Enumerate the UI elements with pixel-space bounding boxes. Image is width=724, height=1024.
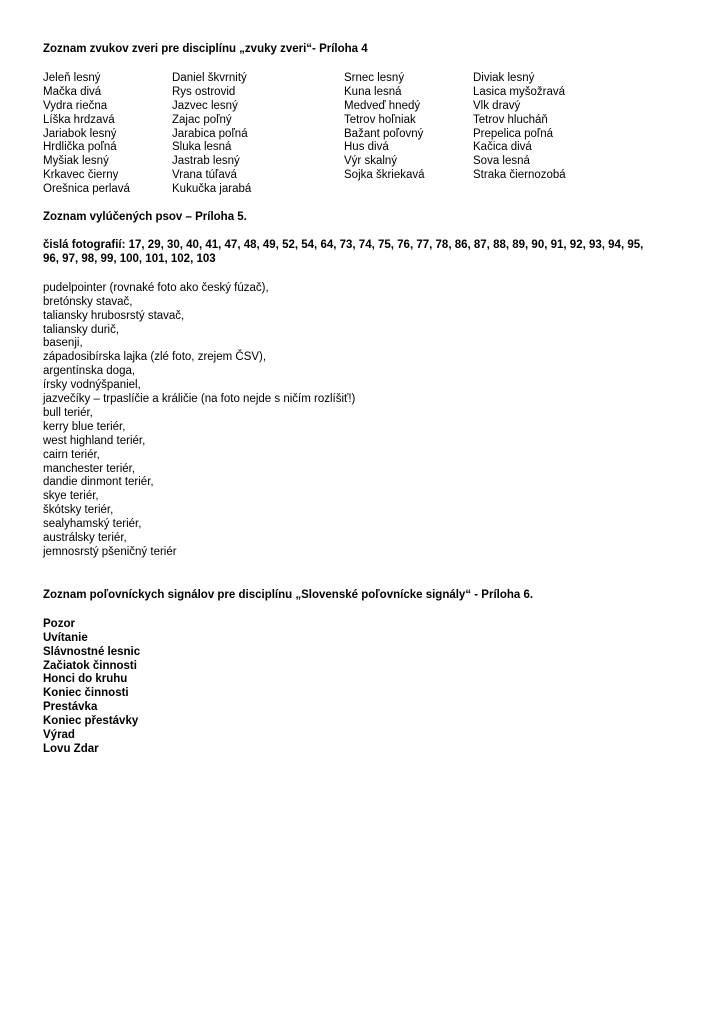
breed-item: pudelpointer (rovnaké foto ako český fúzač), (43, 281, 269, 294)
breed-item: západosibírska lajka (zlé foto, zrejem ČSV), (43, 351, 267, 364)
breed-item: austrálsky teriér, (43, 532, 127, 545)
animal-column-4 (473, 72, 653, 197)
animal-item: Diviak lesný (473, 71, 535, 84)
signal-item: Prestávka (43, 701, 98, 714)
animal-item: Straka čiernozobá (473, 169, 566, 182)
breed-item: argentínska doga, (43, 365, 136, 378)
signal-item: Pozor (43, 617, 75, 630)
photo-numbers (43, 239, 683, 267)
animal-item: Hrdlička poľná (43, 141, 117, 154)
breed-item: bull teriér, (43, 406, 93, 419)
hunting-signals-list (43, 618, 683, 757)
animal-item: Jarabica poľná (172, 127, 248, 140)
signal-item: Lovu Zdar (43, 742, 99, 755)
signal-item: Slávnostné lesnic (43, 645, 141, 658)
animal-item: Vrana túľavá (172, 169, 237, 182)
signal-item: Koniec přestávky (43, 715, 139, 728)
animal-item: Jastrab lesný (172, 155, 240, 168)
animal-item: Krkavec čierny (43, 169, 119, 182)
animal-item: Lasica myšožravá (473, 85, 566, 98)
breed-item: škótsky teriér, (43, 504, 114, 517)
signal-item: Začiatok činnosti (43, 659, 137, 672)
animal-item: Výr skalný (344, 155, 398, 168)
animal-item: Daniel škvrnitý (172, 71, 247, 84)
animal-item: Kuna lesná (344, 85, 402, 98)
animal-item: Sojka škriekavá (344, 169, 425, 182)
animal-column-2 (172, 72, 344, 197)
animal-item: Jazvec lesný (172, 99, 238, 112)
animal-item: Hus divá (344, 141, 389, 154)
signal-item: Uvítanie (43, 631, 88, 644)
animal-item: Zajac poľný (172, 113, 232, 126)
animal-item: Myšiak lesný (43, 155, 109, 168)
animal-item: Kukučka jarabá (172, 183, 252, 196)
breed-item: jemnosrstý pšeničný teriér (43, 546, 177, 558)
animal-item: Rys ostrovid (172, 85, 236, 98)
section-animal-sounds-title: Zoznam zvukov zveri pre disciplínu „zvuky zveri“- Príloha 4 (43, 43, 368, 55)
breed-item: írsky vodnýšpaniel, (43, 379, 141, 392)
animal-item: Mačka divá (43, 85, 102, 98)
breed-item: jazvečíky – trpaslíčie a králičie (na foto nejde s ničím rozlíšiť!) (43, 393, 356, 406)
signal-item: Koniec činnosti (43, 687, 129, 700)
photo-numbers-line: čislá fotografií: 17, 29, 30, 40, 41, 47, 48, 49, 52, 54, 64, 73, 74, 75, 76, 77, 78, 86, 87, 88, 89, 90, 91, 92, 93, 94, 95, (43, 238, 644, 251)
animal-item: Bažant poľovný (344, 127, 424, 140)
breed-item: taliansky hrubosrstý stavač, (43, 309, 185, 322)
breed-item: skye teriér, (43, 490, 99, 503)
animal-item: Prepelica poľná (473, 127, 554, 140)
animal-item: Orešnica perlavá (43, 183, 130, 196)
animal-item: Sova lesná (473, 155, 530, 168)
breed-item: manchester teriér, (43, 462, 136, 475)
animal-item: Líška hrdzavá (43, 113, 115, 126)
animal-item: Srnec lesný (344, 71, 405, 84)
section-hunting-signals-title: Zoznam poľovníckych signálov pre disciplínu „Slovenské poľovnícke signály“ - Príloha 6. (43, 588, 534, 601)
animal-item: Sluka lesná (172, 141, 232, 154)
breed-item: bretónsky stavač, (43, 295, 133, 308)
breed-item: west highland teriér, (43, 434, 146, 447)
animal-item: Medveď hnedý (344, 99, 421, 112)
animal-item: Tetrov hlucháň (473, 113, 548, 126)
breed-item: sealyhamský teriér, (43, 518, 142, 531)
document-page (43, 43, 683, 757)
animal-item: Jeleň lesný (43, 71, 101, 84)
signal-item: Výrad (43, 729, 75, 742)
photo-numbers-line: 96, 97, 98, 99, 100, 101, 102, 103 (43, 252, 216, 265)
animal-item: Kačica divá (473, 141, 532, 154)
animal-item: Vlk dravý (473, 99, 521, 112)
animal-column-1 (43, 72, 172, 197)
breed-item: kerry blue teriér, (43, 420, 126, 433)
signal-item: Honci do kruhu (43, 673, 128, 686)
breed-item: cairn teriér, (43, 448, 100, 461)
animal-item: Jariabok lesný (43, 127, 117, 140)
excluded-breeds-list (43, 282, 683, 560)
section-excluded-dogs-title: Zoznam vylúčených psov – Príloha 5. (43, 211, 247, 224)
breed-item: dandie dinmont teriér, (43, 476, 154, 489)
breed-item: taliansky durič, (43, 323, 120, 336)
animal-column-3 (344, 72, 473, 197)
breed-item: basenji, (43, 337, 83, 350)
animal-item: Vydra riečna (43, 99, 108, 112)
animal-item: Tetrov hoľniak (344, 113, 416, 126)
animal-sounds-table (43, 72, 683, 197)
